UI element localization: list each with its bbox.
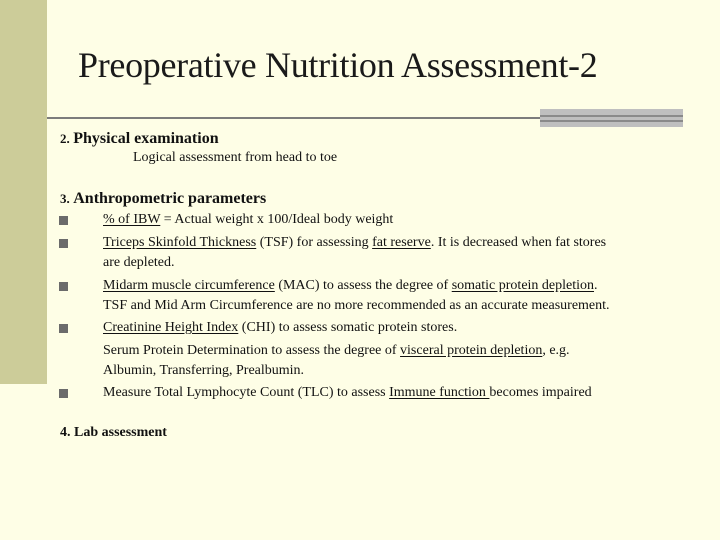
mac-text: (MAC) to assess the degree of [274,278,452,293]
bullet-marker [59,216,68,225]
left-accent-bar [0,0,47,384]
fat-reserve-term: fat reserve [372,235,431,250]
bullet-mac [103,278,598,294]
chi-line3: Albumin, Transferring, Prealbumin. [103,363,305,378]
chi-term: Creatinine Height Index [103,320,239,335]
somatic-protein-term: somatic protein depletion [451,278,595,293]
chi-text: (CHI) to assess somatic protein stores. [238,320,458,335]
anthropometric-number: 3. [60,191,70,206]
lab-assessment-heading: 4. Lab assessment [60,425,167,440]
physical-exam-text: Logical assessment from head to toe [133,150,338,165]
tlc-text: Measure Total Lymphocyte Count (TLC) to assess [103,385,390,400]
visceral-protein-term: visceral protein depletion [400,343,543,358]
slide-title: Preoperative Nutrition Assessment-2 [78,45,598,85]
title-divider-accent [540,109,683,127]
chi-line2 [103,343,570,359]
tsf-term: Triceps Skinfold Thickness [103,235,257,250]
immune-function-term: Immune function [389,385,490,400]
title-divider-line [47,117,540,119]
physical-exam-title: Physical examination [73,130,219,147]
ibw-text: = Actual weight x 100/Ideal body weight [160,212,394,227]
bullet-marker [59,324,68,333]
serum-protein-text: Serum Protein Determination to assess the degree of [103,343,401,358]
ibw-term: % of IBW [103,212,161,227]
serum-protein-text-end: , e.g. [542,343,570,358]
mac-term: Midarm muscle circumference [103,278,275,293]
tsf-line2: are depleted. [103,255,175,270]
tsf-text-end: . It is decreased when fat stores [430,235,607,250]
mac-line2: TSF and Mid Arm Circumference are no more recommended as an accurate measurement. [103,298,610,313]
bullet-tsf [103,235,606,251]
bullet-tlc [103,385,592,401]
anthropometric-title: Anthropometric parameters [73,190,267,207]
physical-exam-heading [60,130,219,148]
mac-text-end: . [594,278,598,293]
tlc-text-end: becomes impaired [489,385,592,400]
tsf-text: (TSF) for assessing [256,235,373,250]
bullet-marker [59,239,68,248]
bullet-chi [103,320,457,336]
physical-exam-number: 2. [60,131,70,146]
bullet-marker [59,389,68,398]
bullet-ibw [103,212,393,228]
anthropometric-heading [60,190,266,208]
bullet-marker [59,282,68,291]
